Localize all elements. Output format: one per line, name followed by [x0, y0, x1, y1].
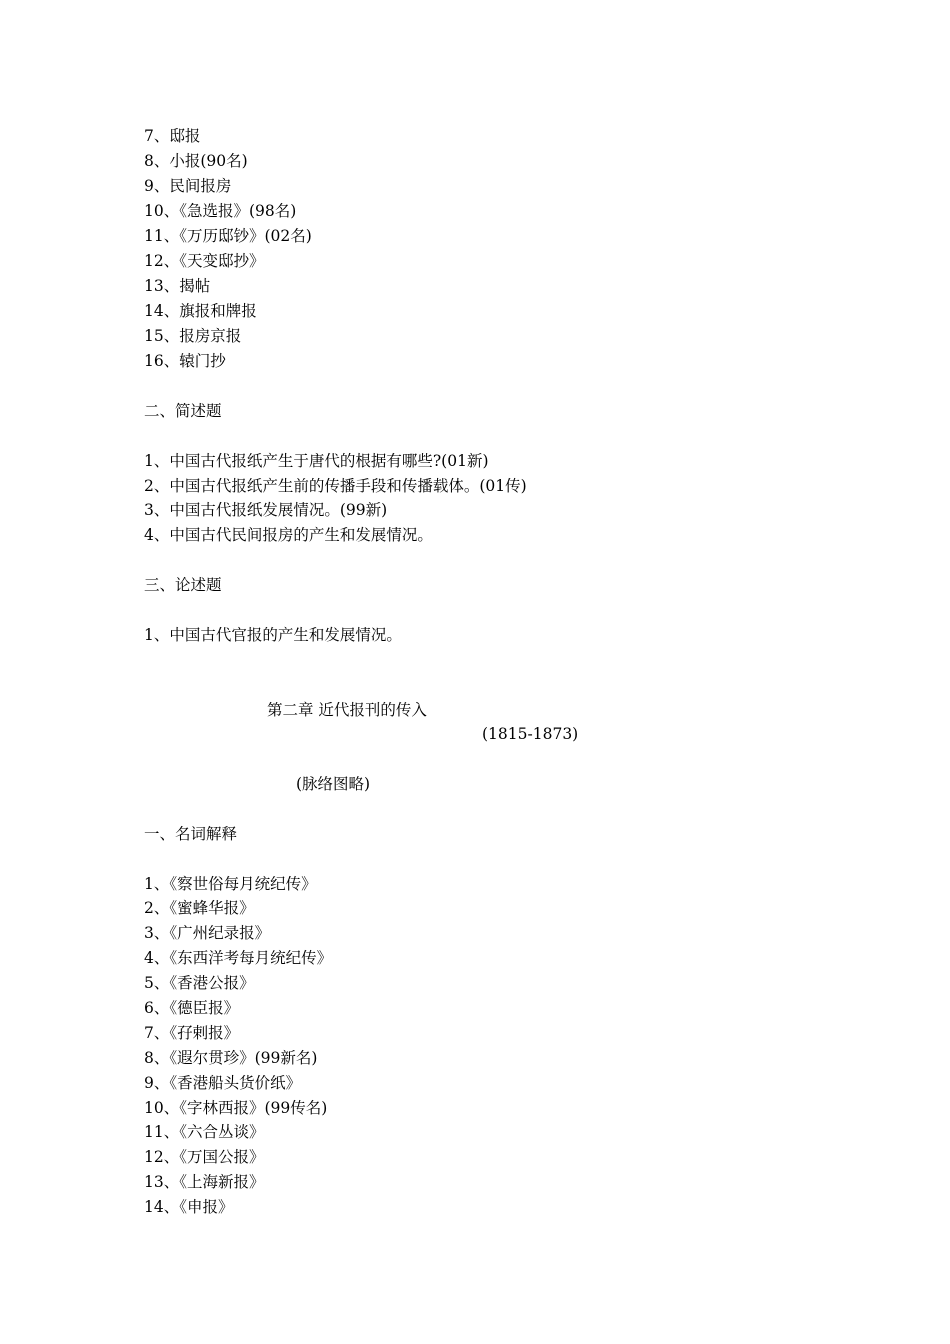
list-item: 8、小报(90名): [144, 152, 248, 170]
chapter-years: (1815-1873): [482, 725, 579, 743]
list-item: 15、报房京报: [144, 327, 242, 345]
list-item: 4、《东西洋考每月统纪传》: [144, 949, 333, 967]
list-item: 9、民间报房: [144, 177, 232, 195]
list-item: 11、《万历邸钞》(02名): [144, 227, 312, 245]
list-item: 8、《遐尔贯珍》(99新名): [144, 1049, 318, 1067]
list-item: 1、中国古代官报的产生和发展情况。: [144, 626, 402, 644]
section-heading-short-answer: 二、简述题: [144, 402, 222, 420]
list-item: 6、《德臣报》: [144, 999, 240, 1017]
list-item: 10、《急选报》(98名): [144, 202, 297, 220]
list-item: 5、《香港公报》: [144, 974, 255, 992]
chapter-note: (脉络图略): [296, 775, 371, 793]
list-item: 12、《万国公报》: [144, 1148, 265, 1166]
list-item: 14、《申报》: [144, 1198, 234, 1216]
list-item: 9、《香港船头货价纸》: [144, 1074, 302, 1092]
list-item: 2、中国古代报纸产生前的传播手段和传播载体。(01传): [144, 477, 527, 495]
list-item: 14、旗报和牌报: [144, 302, 257, 320]
list-item: 7、《孖剌报》: [144, 1024, 240, 1042]
list-item: 1、中国古代报纸产生于唐代的根据有哪些?(01新): [144, 452, 489, 470]
section-heading-terms: 一、名词解释: [144, 825, 238, 843]
list-item: 7、邸报: [144, 127, 201, 145]
list-item: 1、《察世俗每月统纪传》: [144, 875, 317, 893]
list-item: 4、中国古代民间报房的产生和发展情况。: [144, 526, 433, 544]
list-item: 13、《上海新报》: [144, 1173, 265, 1191]
list-item: 16、辕门抄: [144, 352, 226, 370]
list-item: 11、《六合丛谈》: [144, 1123, 265, 1141]
list-item: 3、中国古代报纸发展情况。(99新): [144, 501, 388, 519]
list-item: 3、《广州纪录报》: [144, 924, 271, 942]
list-item: 12、《天变邸抄》: [144, 252, 265, 270]
section-heading-essay: 三、论述题: [144, 576, 222, 594]
chapter-title: 第二章 近代报刊的传入: [267, 701, 427, 719]
list-item: 2、《蜜蜂华报》: [144, 899, 255, 917]
list-item: 10、《字林西报》(99传名): [144, 1099, 328, 1117]
list-item: 13、揭帖: [144, 277, 211, 295]
